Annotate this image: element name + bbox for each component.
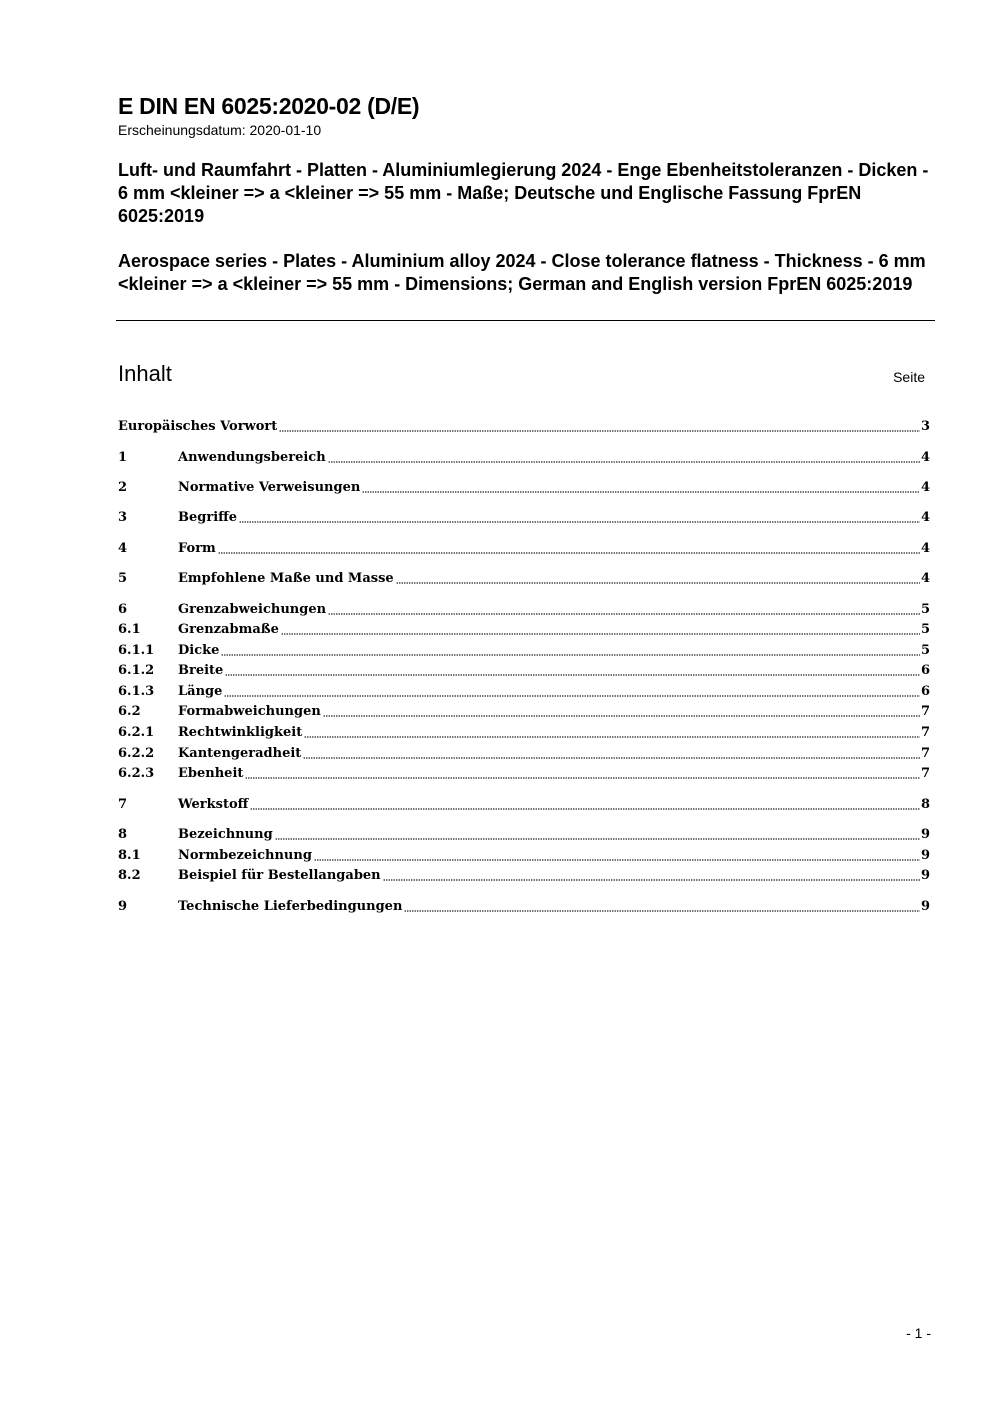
toc-dot-leader (323, 713, 920, 717)
toc-dot-leader (250, 806, 920, 810)
toc-entry-8[interactable] (118, 826, 930, 844)
toc-entry-number: 6.2.2 (118, 746, 155, 761)
page-number: - 1 - (906, 1325, 931, 1341)
toc-heading: Inhalt (118, 361, 172, 386)
toc-entry-page: 7 (920, 704, 930, 719)
toc-entry-number: 2 (118, 480, 128, 495)
toc-entry-number: 6.1.3 (118, 684, 155, 699)
toc-entry-6-2-3[interactable] (118, 765, 930, 783)
toc-entry-5[interactable] (118, 570, 930, 588)
toc-dot-leader (328, 611, 920, 615)
toc-entry-number: 9 (118, 899, 128, 914)
toc-entry-title: Form (178, 541, 216, 556)
toc-entry-title: Beispiel für Bestellangaben (178, 868, 381, 883)
toc-entry-number: 6.2.3 (118, 766, 155, 781)
toc-entry-number: 4 (118, 541, 128, 556)
toc-entry-9[interactable] (118, 898, 930, 916)
toc-page-column-label: Seite (893, 369, 925, 385)
toc-entry-4[interactable] (118, 540, 930, 558)
toc-entry-number: 6.2 (118, 704, 141, 719)
toc-entry-page: 4 (920, 480, 930, 495)
toc-entry-title: Rechtwinkligkeit (178, 725, 303, 740)
toc-entry-page: 5 (920, 643, 930, 658)
toc-dot-leader (383, 877, 920, 881)
toc-entry-6[interactable] (118, 601, 930, 619)
toc-entry-number: 3 (118, 510, 128, 525)
toc-entry-number: 1 (118, 450, 128, 465)
toc-entry-title: Anwendungsbereich (178, 450, 326, 465)
toc-entry-number: 7 (118, 797, 128, 812)
toc-entry-1[interactable] (118, 449, 930, 467)
toc-entry-page: 5 (920, 602, 930, 617)
toc-entry-7[interactable] (118, 796, 930, 814)
toc-entry-page: 4 (920, 450, 930, 465)
toc-entry-title: Empfohlene Maße und Masse (178, 571, 394, 586)
toc-entry-number: 8 (118, 827, 128, 842)
toc-entry-page: 8 (920, 797, 930, 812)
toc-entry-title: Grenzabweichungen (178, 602, 327, 617)
toc-entry-3[interactable] (118, 509, 930, 527)
toc-entry-number: 6.1.2 (118, 663, 155, 678)
toc-entry-8-1[interactable] (118, 847, 930, 865)
toc-dot-leader (304, 734, 920, 738)
toc-dot-leader (328, 459, 920, 463)
toc-entry-title: Bezeichnung (178, 827, 273, 842)
toc-dot-leader (396, 580, 920, 584)
toc-entry-number: 5 (118, 571, 128, 586)
toc-entry-page: 9 (920, 827, 930, 842)
toc-entry-page: 4 (920, 571, 930, 586)
toc-dot-leader (224, 693, 920, 697)
document-title: E DIN EN 6025:2020-02 (D/E) (118, 93, 420, 119)
toc-dot-leader (279, 428, 920, 432)
toc-entry-page: 9 (920, 848, 930, 863)
toc-entry-foreword[interactable] (118, 418, 930, 436)
toc-entry-title: Technische Lieferbedingungen (178, 899, 403, 914)
toc-entry-title: Werkstoff (178, 797, 249, 812)
toc-entry-page: 4 (920, 541, 930, 556)
toc-entry-title: Länge (178, 684, 223, 699)
toc-entry-title: Europäisches Vorwort (118, 419, 278, 434)
toc-entry-6-2-2[interactable] (118, 745, 930, 763)
toc-entry-number: 6.2.1 (118, 725, 155, 740)
toc-entry-title: Grenzabmaße (178, 622, 279, 637)
german-title: Luft- und Raumfahrt - Platten - Aluminiumlegierung 2024 - Enge Ebenheitstoleranzen - Dicken - 6 mm <kleiner => a <kleiner => 55 mm - Maße; Deutsche und Englische Fassung FprEN 6025:2019 (118, 160, 929, 226)
toc-entry-number: 8.2 (118, 868, 141, 883)
toc-entry-page: 9 (920, 899, 930, 914)
toc-entry-title: Dicke (178, 643, 220, 658)
toc-entry-8-2[interactable] (118, 867, 930, 885)
toc-entry-page: 6 (920, 684, 930, 699)
toc-dot-leader (275, 836, 920, 840)
toc-entry-6-1-2[interactable] (118, 662, 930, 680)
publication-date: Erscheinungsdatum: 2020-01-10 (118, 122, 322, 138)
toc-entry-number: 6.1 (118, 622, 141, 637)
toc-entry-page: 6 (920, 663, 930, 678)
toc-entry-title: Normbezeichnung (178, 848, 312, 863)
toc-entry-title: Kantengeradheit (178, 746, 302, 761)
toc-entry-page: 9 (920, 868, 930, 883)
toc-entry-title: Normative Verweisungen (178, 480, 361, 495)
toc-entry-page: 4 (920, 510, 930, 525)
toc-dot-leader (218, 550, 920, 554)
toc-dot-leader (245, 775, 920, 779)
title-divider (116, 320, 935, 321)
toc-entry-number: 6.1.1 (118, 643, 155, 658)
english-title: Aerospace series - Plates - Aluminium alloy 2024 - Close tolerance flatness - Thickness - 6 mm <kleiner => a <kleiner => 55 mm - Dimensions; German and English version FprEN 6025:2019 (118, 251, 926, 294)
toc-dot-leader (404, 908, 920, 912)
toc-entry-number: 6 (118, 602, 128, 617)
toc-dot-leader (281, 631, 920, 635)
toc-entry-6-2-1[interactable] (118, 724, 930, 742)
toc-entry-2[interactable] (118, 479, 930, 497)
toc-dot-leader (303, 755, 920, 759)
toc-entry-6-1[interactable] (118, 621, 930, 639)
toc-dot-leader (225, 672, 920, 676)
toc-entry-6-1-3[interactable] (118, 683, 930, 701)
toc-entry-6-1-1[interactable] (118, 642, 930, 660)
toc-entry-title: Formabweichungen (178, 704, 321, 719)
toc-entry-page: 5 (920, 622, 930, 637)
toc-dot-leader (362, 489, 920, 493)
toc-entry-6-2[interactable] (118, 703, 930, 721)
toc-entry-title: Begriffe (178, 510, 238, 525)
toc-dot-leader (239, 519, 920, 523)
toc-entry-page: 3 (920, 419, 930, 434)
toc-entry-number: 8.1 (118, 848, 141, 863)
toc-entry-title: Breite (178, 663, 224, 678)
toc-dot-leader (221, 652, 920, 656)
toc-entry-page: 7 (920, 725, 930, 740)
toc-entry-title: Ebenheit (178, 766, 244, 781)
toc-entry-page: 7 (920, 746, 930, 761)
toc-entry-page: 7 (920, 766, 930, 781)
toc-dot-leader (314, 857, 920, 861)
